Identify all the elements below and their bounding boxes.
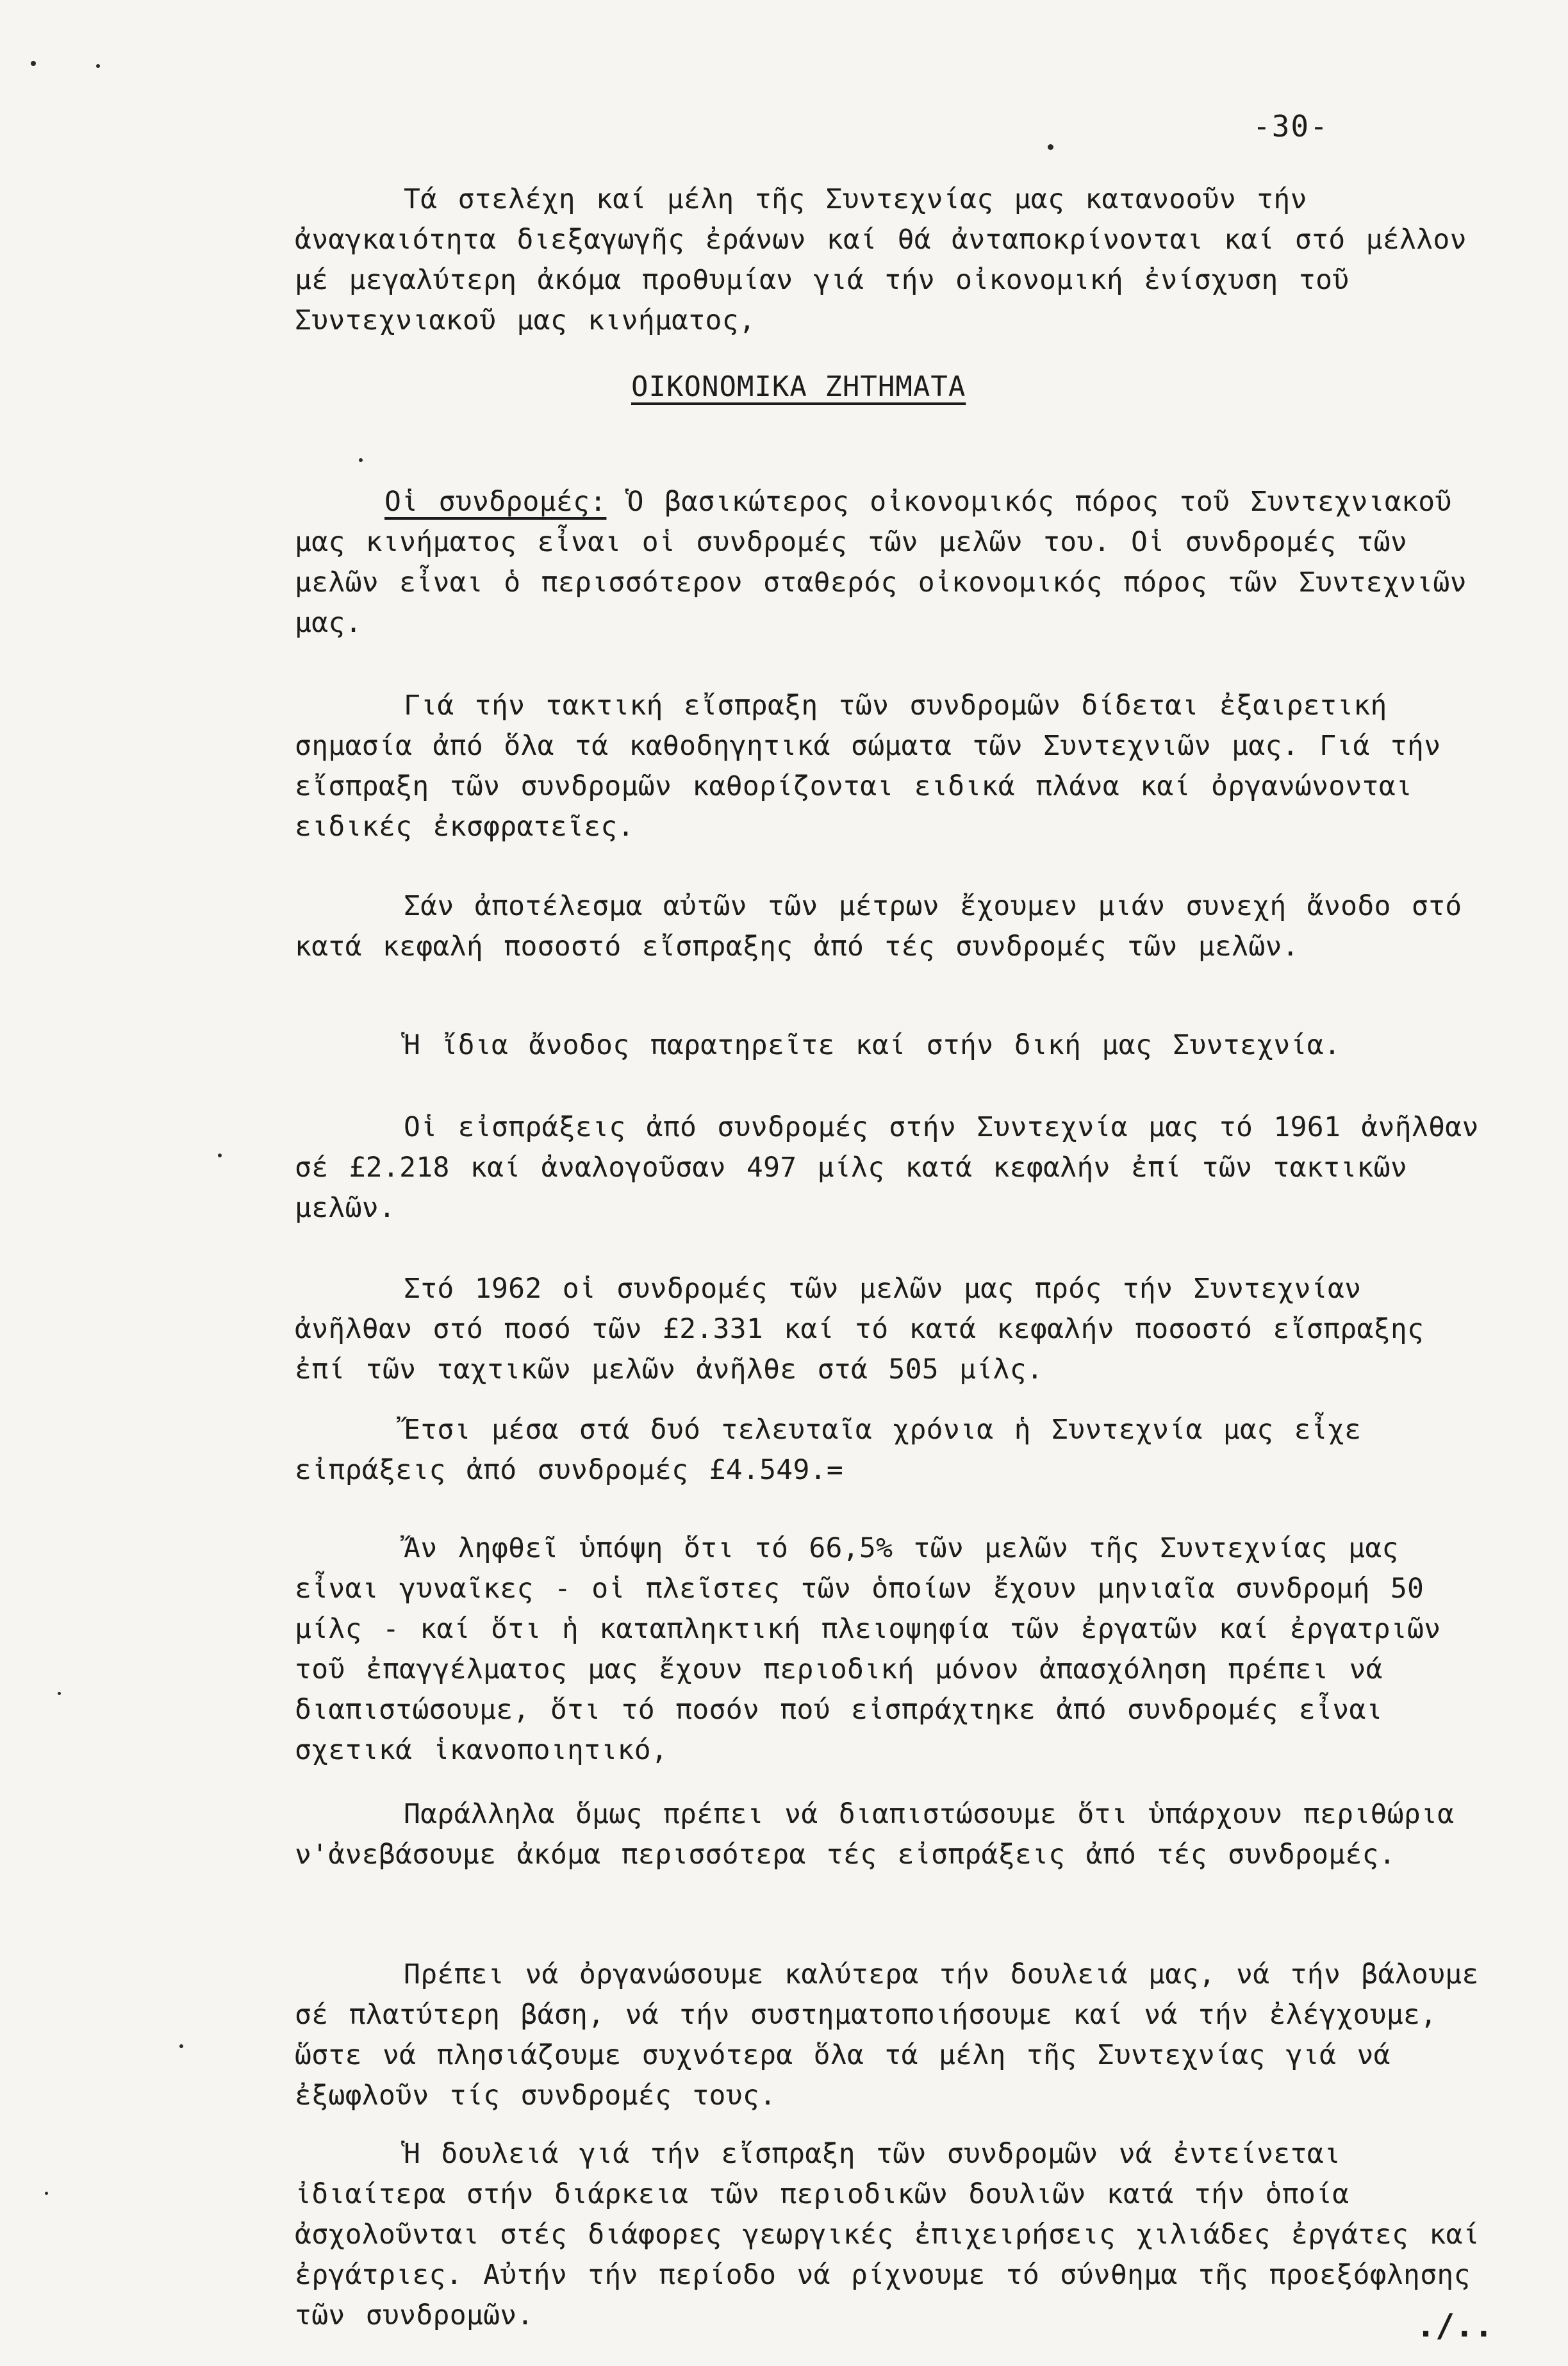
paragraph-organize xyxy=(295,1955,1493,2116)
scan-speck xyxy=(1048,144,1053,150)
scan-speck xyxy=(58,1692,61,1695)
subscriptions-lead: Οἱ συνδρομές: xyxy=(384,486,607,518)
paragraph-same-rise xyxy=(295,1025,1493,1066)
page-number: -30- xyxy=(1253,109,1329,144)
paragraph-subscriptions xyxy=(295,482,1493,643)
paragraph-text: Οἱ εἰσπράξεις ἀπό συνδρομές στήν Συντεχνία μας τό 1961 ἀνῆλθαν σέ £2.218 καί ἀναλογοῦσαν 497 μίλς κατά κεφαλήν ἐπί τῶν τακτικῶν μελῶν. xyxy=(295,1111,1479,1224)
scan-speck xyxy=(31,61,36,66)
paragraph-text: Πρέπει νά ὀργανώσουμε καλύτερα τήν δουλειά μας, νά τήν βάλουμε σέ πλατύτερη βάση, νά τήν συστηματοποιήσουμε καί νά τήν ἐλέγχουμε, ὥστε νά πλησιάζουμε συχνότερα ὅλα τά μέλη τῆς Συντεχνίας γιά νά ἐξωφλοῦν τίς συνδρομές τους. xyxy=(295,1958,1479,2112)
paragraph-text: Ἄν ληφθεῖ ὑπόψη ὅτι τό 66,5% τῶν μελῶν τῆς Συντεχνίας μας εἶναι γυναῖκες - οἱ πλεῖστες τῶν ὁποίων ἔχουν μηνιαῖα συνδρομή 50 μίλς - καί ὅτι ἡ καταπληκτική πλειοψηφία τῶν ἐργατῶν καί ἐργατριῶν τοῦ ἐπαγγέλματος μας ἔχουν περιοδική μόνον ἀπασχόληση πρέπει νά διαπιστώσουμε, ὅτι τό ποσόν πού εἰσπράχτηκε ἀπό συνδρομές εἶναι σχετικά ἱκανοποιητικό, xyxy=(295,1532,1441,1766)
paragraph-text: Τά στελέχη καί μέλη τῆς Συντεχνίας μας κατανοοῦν τήν ἀναγκαιότητα διεξαγωγῆς ἐράνων καί θά ἀνταποκρίνονται καί στό μέλλον μέ μεγαλύτερη ἀκόμα προθυμίαν γιά τήν οἰκονομική ἐνίσχυση τοῦ Συντεχνιακοῦ μας κινήματος, xyxy=(295,183,1467,336)
paragraph-margins xyxy=(295,1794,1493,1875)
scan-speck xyxy=(359,458,363,462)
scan-speck xyxy=(179,2044,183,2048)
paragraph-result xyxy=(295,886,1493,967)
paragraph-women xyxy=(295,1528,1493,1771)
paragraph-1961 xyxy=(295,1107,1493,1228)
paragraph-text: Παράλληλα ὅμως πρέπει νά διαπιστώσουμε ὅτι ὑπάρχουν περιθώρια ν'ἀνεβάσουμε ἀκόμα περισσότερα τές εἰσπράξεις ἀπό τές συνδρομές. xyxy=(295,1798,1455,1871)
paragraph-text: Ἔτσι μέσα στά δυό τελευταῖα χρόνια ἡ Συντεχνία μας εἶχε εἰπράξεις ἀπό συνδρομές £4.549.= xyxy=(295,1414,1362,1486)
subscriptions-text: Ὁ βασικώτερος οἰκονομικός πόρος τοῦ Συντεχνιακοῦ μας κινήματος εἶναι οἱ συνδρομές τῶν μελῶν του. Οἱ συνδρομές τῶν μελῶν εἶναι ὁ περισσότερον σταθερός οἰκονομικός πόρος τῶν Συντεχνιῶν μας. xyxy=(295,486,1467,639)
paragraph-seasonal xyxy=(295,2134,1493,2336)
continuation-mark: ./.. xyxy=(1416,2307,1494,2344)
paragraph-intro xyxy=(295,179,1493,341)
paragraph-total xyxy=(295,1410,1493,1491)
scan-speck xyxy=(45,2192,48,2195)
paragraph-text: Ἡ δουλειά γιά τήν εἴσπραξη τῶν συνδρομῶν νά ἐντείνεται ἰδιαίτερα στήν διάρκεια τῶν περιοδικῶν δουλιῶν κατά τήν ὁποία ἀσχολοῦνται στές διάφορες γεωργικές ἐπιχειρήσεις χιλιάδες ἐργάτες καί ἐργάτριες. Αὐτήν τήν περίοδο νά ρίχνουμε τό σύνθημα τῆς προεξόφλησης τῶν συνδρομῶν. xyxy=(295,2138,1480,2331)
paragraph-collection xyxy=(295,686,1493,847)
scan-speck xyxy=(218,1154,222,1157)
section-heading: OIKONOMIKA ZHTHMATA xyxy=(631,370,966,403)
paragraph-text: Στό 1962 οἱ συνδρομές τῶν μελῶν μας πρός τήν Συντεχνίαν ἀνῆλθαν στό ποσό τῶν £2.331 καί τό κατά κεφαλήν ποσοστό εἴσπραξης ἐπί τῶν ταχτικῶν μελῶν ἀνῆλθε στά 505 μίλς. xyxy=(295,1273,1424,1386)
paragraph-text: Σάν ἀποτέλεσμα αὐτῶν τῶν μέτρων ἔχουμεν μιάν συνεχή ἄνοδο στό κατά κεφαλή ποσοστό εἴσπραξης ἀπό τές συνδρομές τῶν μελῶν. xyxy=(295,890,1462,963)
paragraph-text: Γιά τήν τακτική εἴσπραξη τῶν συνδρομῶν δίδεται ἐξαιρετική σημασία ἀπό ὅλα τά καθοδηγητικά σώματα τῶν Συντεχνιῶν μας. Γιά τήν εἴσπραξη τῶν συνδρομῶν καθορίζονται ειδικά πλάνα καί ὀργανώνονται ειδικές ἐκσφρατεῖες. xyxy=(295,690,1441,843)
paragraph-1962 xyxy=(295,1269,1493,1390)
paragraph-text: Ἡ ἴδια ἄνοδος παρατηρεῖτε καί στήν δική μας Συντεχνία. xyxy=(404,1029,1341,1061)
scan-speck xyxy=(96,64,100,68)
